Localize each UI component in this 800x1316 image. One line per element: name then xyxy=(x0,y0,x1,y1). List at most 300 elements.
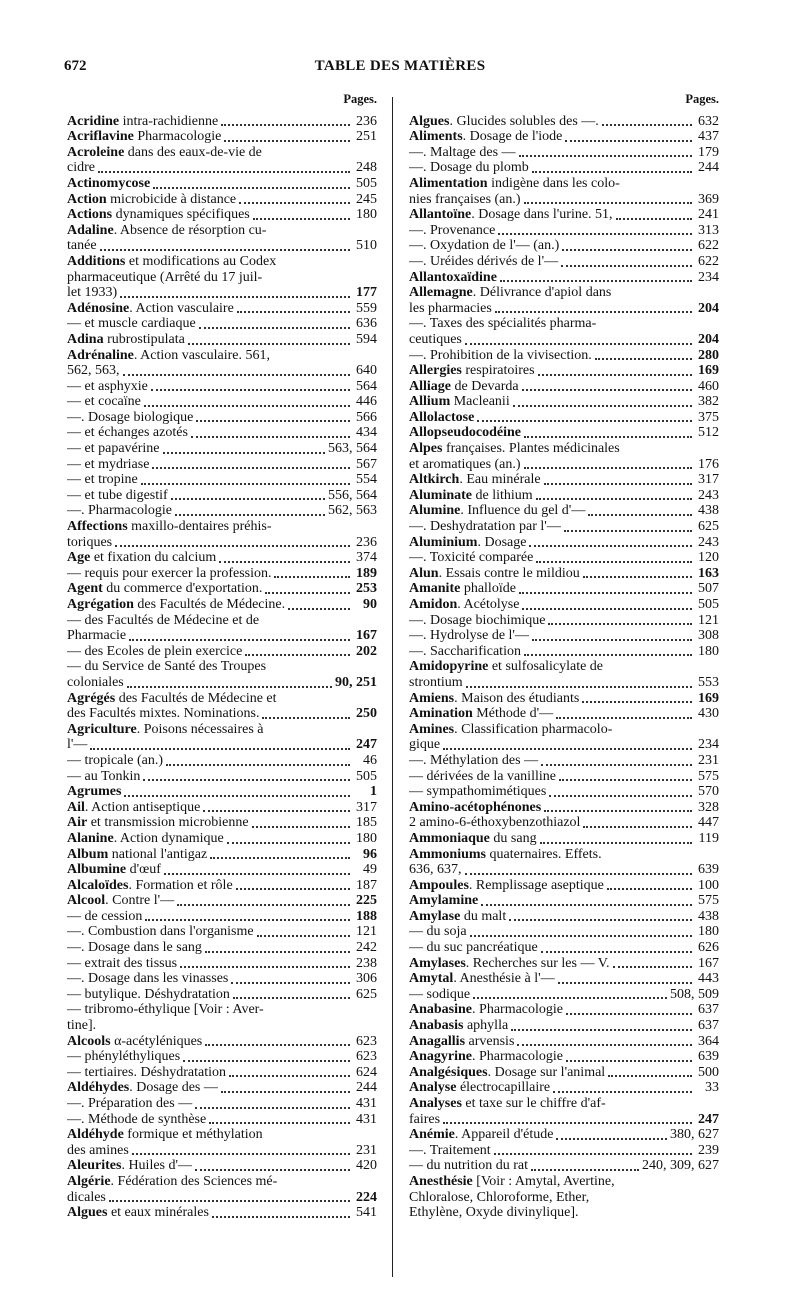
page-ref: 251 xyxy=(356,129,377,145)
page-ref: 176 xyxy=(698,456,719,472)
index-entry xyxy=(409,114,719,130)
entry-text: — de cession xyxy=(67,908,143,924)
index-entry xyxy=(67,472,377,488)
page-ref: 119 xyxy=(698,830,719,846)
dot-leader xyxy=(465,869,693,875)
index-entry xyxy=(409,862,719,878)
entry-text: Alcools α-acétyléniques xyxy=(67,1033,203,1049)
index-entry xyxy=(67,192,377,208)
index-entry xyxy=(409,815,719,831)
dot-leader xyxy=(544,806,692,812)
dot-leader xyxy=(519,151,692,157)
page-ref: 446 xyxy=(356,394,377,410)
index-entry xyxy=(67,1158,377,1174)
page-ref: 250 xyxy=(356,706,377,722)
dot-leader xyxy=(517,1040,692,1046)
dot-leader xyxy=(188,339,350,345)
page-ref: 554 xyxy=(356,472,377,488)
index-entry xyxy=(409,535,719,551)
entry-text: Agent du commerce d'exportation. xyxy=(67,581,263,597)
index-entry xyxy=(67,129,377,145)
dot-leader xyxy=(221,120,350,126)
page-ref: 187 xyxy=(356,877,377,893)
dot-leader xyxy=(466,682,692,688)
dot-leader xyxy=(229,1071,350,1077)
entry-text: Allemagne. Délivrance d'apiol dans xyxy=(409,285,612,301)
entry-text: — requis pour exercer la profession. xyxy=(67,565,272,581)
index-entry xyxy=(67,1018,377,1034)
index-entry xyxy=(67,285,377,301)
index-entry xyxy=(409,394,719,410)
entry-text: —. Provenance xyxy=(409,222,496,238)
entry-text: Amidopyrine et sulfosalicylate de xyxy=(409,659,604,675)
entry-text: 562, 563, xyxy=(67,363,120,379)
index-entry xyxy=(409,472,719,488)
index-entry xyxy=(67,956,377,972)
page-ref: 49 xyxy=(363,862,377,878)
entry-text: 636, 637, xyxy=(409,862,462,878)
entry-text: Ail. Action antiseptique xyxy=(67,799,201,815)
entry-text: Algues. Glucides solubles des —. xyxy=(409,113,599,129)
entry-text: —. Taxes des spécialités pharma- xyxy=(409,316,597,332)
page-ref: 231 xyxy=(356,1142,377,1158)
index-entry xyxy=(409,379,719,395)
dot-leader xyxy=(164,869,350,875)
dot-leader xyxy=(465,339,692,345)
page-ref: 1 xyxy=(370,784,377,800)
entry-text: Aliments. Dosage de l'iode xyxy=(409,129,563,145)
index-entry xyxy=(409,691,719,707)
index-entry xyxy=(409,566,719,582)
entry-text: Anémie. Appareil d'étude xyxy=(409,1127,554,1143)
entry-text: Action microbicide à distance xyxy=(67,191,237,207)
dot-leader xyxy=(274,572,350,578)
dot-leader xyxy=(513,401,692,407)
page-ref: 566 xyxy=(356,409,377,425)
dot-leader xyxy=(245,650,350,656)
entry-text: Additions et modifications au Codex xyxy=(67,253,277,269)
entry-text: Acridine intra-rachidienne xyxy=(67,113,219,129)
entry-text: —. Dosage biologique xyxy=(67,409,194,425)
index-entry xyxy=(67,1049,377,1065)
dot-leader xyxy=(231,978,350,984)
dot-leader xyxy=(541,947,692,953)
entry-text: — sodique xyxy=(409,986,471,1002)
dot-leader xyxy=(556,713,692,719)
index-entry xyxy=(67,815,377,831)
entry-text: Aldéhyde formique et méthylation xyxy=(67,1127,263,1143)
page-ref: 317 xyxy=(356,799,377,815)
index-entry xyxy=(67,1034,377,1050)
entry-text: strontium xyxy=(409,674,463,690)
index-entry xyxy=(409,1018,719,1034)
dot-leader xyxy=(221,1087,350,1093)
page-ref: 236 xyxy=(356,113,377,129)
dot-leader xyxy=(608,1071,692,1077)
index-entry xyxy=(409,784,719,800)
entry-text: Allantoïne. Dosage dans l'urine. 51, xyxy=(409,207,613,223)
index-entry xyxy=(67,114,377,130)
entry-text: Albumine d'œuf xyxy=(67,862,161,878)
page-ref: 240, 309, 627 xyxy=(642,1158,719,1174)
dot-leader xyxy=(143,775,350,781)
index-entry xyxy=(67,207,377,223)
page-ref: 169 xyxy=(698,363,719,379)
entry-text: Alliage de Devarda xyxy=(409,378,519,394)
index-entry xyxy=(409,613,719,629)
entry-text: dicales xyxy=(67,1189,106,1205)
dot-leader xyxy=(252,822,350,828)
index-entry xyxy=(409,737,719,753)
dot-leader xyxy=(511,1025,692,1031)
entry-text: Aluminium. Dosage xyxy=(409,534,527,550)
entry-text: — au Tonkin xyxy=(67,768,141,784)
page-ref: 247 xyxy=(356,737,377,753)
index-entry xyxy=(409,223,719,239)
index-entry xyxy=(67,503,377,519)
entry-text: — et cocaïne xyxy=(67,394,141,410)
index-entry xyxy=(409,644,719,660)
page-ref: 512 xyxy=(698,425,719,441)
index-entry xyxy=(67,1190,377,1206)
page-ref: 121 xyxy=(356,924,377,940)
index-entry xyxy=(409,909,719,925)
entry-text: Alanine. Action dynamique xyxy=(67,830,224,846)
entry-text: Analyses et taxe sur le chiffre d'af- xyxy=(409,1096,606,1111)
index-entry xyxy=(409,1065,719,1081)
index-entry xyxy=(67,878,377,894)
index-entry xyxy=(409,597,719,613)
dot-leader xyxy=(564,526,692,532)
dot-leader xyxy=(195,1165,350,1171)
index-entry xyxy=(409,675,719,691)
entry-text: — du soja xyxy=(409,924,467,940)
index-entry xyxy=(409,129,719,145)
index-entry xyxy=(67,316,377,332)
page-ref: 317 xyxy=(698,472,719,488)
dot-leader xyxy=(531,1165,639,1171)
entry-text: —. Combustion dans l'organisme xyxy=(67,924,254,940)
dot-leader xyxy=(481,900,692,906)
index-entry xyxy=(67,847,377,863)
dot-leader xyxy=(205,947,350,953)
dot-leader xyxy=(209,1118,350,1124)
dot-leader xyxy=(120,292,350,298)
dot-leader xyxy=(559,775,692,781)
page-ref: 120 xyxy=(698,550,719,566)
entry-text: Ampoules. Remplissage aseptique xyxy=(409,877,604,893)
index-entry xyxy=(409,457,719,473)
page-ref: 204 xyxy=(698,300,719,316)
dot-leader xyxy=(495,307,692,313)
dot-leader xyxy=(210,853,350,859)
dot-leader xyxy=(141,479,350,485)
page-ref: 438 xyxy=(698,908,719,924)
dot-leader xyxy=(519,588,692,594)
index-entry xyxy=(67,581,377,597)
page-ref: 239 xyxy=(698,1142,719,1158)
page-ref: 177 xyxy=(356,285,377,301)
dot-leader xyxy=(595,354,692,360)
entry-text: ceutiques xyxy=(409,331,462,347)
entry-text: Actions dynamiques spécifiques xyxy=(67,207,250,223)
entry-text: des amines xyxy=(67,1142,129,1158)
entry-text: — tertiaires. Déshydratation xyxy=(67,1064,227,1080)
entry-text: Agrumes xyxy=(67,784,122,800)
entry-text: — et asphyxie xyxy=(67,378,148,394)
entry-text: —. Préparation des — xyxy=(67,1096,193,1111)
index-entry xyxy=(67,363,377,379)
index-entry xyxy=(67,909,377,925)
entry-text: Aleurites. Huiles d'— xyxy=(67,1158,193,1174)
page-ref: 594 xyxy=(356,331,377,347)
dot-leader xyxy=(602,120,692,126)
entry-text: —. Hydrolyse de l'— xyxy=(409,628,529,644)
dot-leader xyxy=(109,1196,350,1202)
index-entry xyxy=(409,1080,719,1096)
entry-text: Acroleine dans des eaux-de-vie de xyxy=(67,144,262,160)
entry-text: l'— xyxy=(67,737,88,753)
entry-text: —. Traitement xyxy=(409,1142,491,1158)
entry-text: —. Prohibition de la vivisection. xyxy=(409,347,592,363)
dot-leader xyxy=(212,1212,350,1218)
entry-text: — du nutrition du rat xyxy=(409,1158,528,1174)
dot-leader xyxy=(163,448,325,454)
dot-leader xyxy=(524,198,692,204)
index-entry xyxy=(409,425,719,441)
index-entry xyxy=(409,550,719,566)
page-ref: 434 xyxy=(356,425,377,441)
entry-text: toriques xyxy=(67,534,113,550)
left-column xyxy=(67,92,377,1221)
index-entry xyxy=(67,987,377,1003)
page-ref: 375 xyxy=(698,409,719,425)
index-entry xyxy=(67,410,377,426)
entry-text: Agriculture. Poisons nécessaires à xyxy=(67,721,264,737)
page-ref: 90 xyxy=(363,597,377,612)
dot-leader xyxy=(532,635,692,641)
page-ref: 225 xyxy=(356,893,377,909)
dot-leader xyxy=(219,557,350,563)
entry-text: Adrénaline. Action vasculaire. 561, xyxy=(67,347,270,363)
page-ref: 248 xyxy=(356,160,377,176)
dot-leader xyxy=(566,1056,692,1062)
entry-text: — des Facultés de Médecine et de xyxy=(67,612,260,628)
index-entry xyxy=(409,706,719,722)
entry-text: — du suc pancréatique xyxy=(409,940,538,956)
entry-text: —. Méthode de synthèse xyxy=(67,1111,207,1127)
entry-text: Amino-acétophénones xyxy=(409,799,542,815)
index-entry xyxy=(67,924,377,940)
entry-text: les pharmacies xyxy=(409,300,492,316)
entry-text: Age et fixation du calcium xyxy=(67,550,217,566)
index-entry xyxy=(409,893,719,909)
index-entry xyxy=(409,987,719,1003)
entry-text: Anagyrine. Pharmacologie xyxy=(409,1049,563,1065)
entry-text: —. Dosage dans le sang xyxy=(67,940,202,956)
entry-text: Analgésiques. Dosage sur l'animal xyxy=(409,1064,606,1080)
page-ref: 236 xyxy=(356,534,377,550)
dot-leader xyxy=(239,198,350,204)
page-ref: 202 xyxy=(356,643,377,659)
entry-continuation: Chloralose, Chloroforme, Ether, xyxy=(409,1189,590,1205)
entry-text: Alun. Essais contre le mildiou xyxy=(409,565,580,581)
dot-leader xyxy=(132,1149,350,1155)
entry-text: Amylase du malt xyxy=(409,908,507,924)
page-title: TABLE DES MATIÈRES xyxy=(314,58,486,74)
page-ref: 163 xyxy=(698,565,719,581)
entry-text: — dérivées de la vanilline xyxy=(409,768,556,784)
page-ref: 231 xyxy=(698,752,719,768)
dot-leader xyxy=(565,136,692,142)
dot-leader xyxy=(562,245,692,251)
page-ref: 224 xyxy=(356,1189,377,1205)
dot-leader xyxy=(470,931,692,937)
page-ref: 374 xyxy=(356,550,377,566)
entry-text: coloniales xyxy=(67,674,124,690)
page-ref: 636 xyxy=(356,316,377,332)
page-ref: 180 xyxy=(698,643,719,659)
dot-leader xyxy=(195,1103,350,1109)
page-ref: 100 xyxy=(698,877,719,893)
dot-leader xyxy=(494,1149,692,1155)
index-entry xyxy=(409,301,719,317)
page-ref: 243 xyxy=(698,534,719,550)
entry-text: — tropicale (an.) xyxy=(67,752,164,768)
entry-text: Alcool. Contre l'— xyxy=(67,893,175,909)
page-ref: 575 xyxy=(698,893,719,909)
page-ref: 313 xyxy=(698,222,719,238)
index-entry xyxy=(409,1002,719,1018)
dot-leader xyxy=(443,1118,692,1124)
dot-leader xyxy=(498,229,692,235)
page-ref: 179 xyxy=(698,144,719,160)
dot-leader xyxy=(524,650,692,656)
entry-text: Amiens. Maison des étudiants xyxy=(409,690,580,706)
index-entry xyxy=(409,581,719,597)
entry-text: Acriflavine Pharmacologie xyxy=(67,129,222,145)
page-ref: 167 xyxy=(356,628,377,644)
page-ref: 244 xyxy=(356,1080,377,1096)
page-ref: 625 xyxy=(698,519,719,535)
entry-text: Allopseudocodéine xyxy=(409,425,522,441)
dot-leader xyxy=(144,401,350,407)
index-entry xyxy=(67,628,377,644)
index-entry xyxy=(409,363,719,379)
dot-leader xyxy=(616,214,692,220)
entry-text: faires xyxy=(409,1111,441,1127)
dot-leader xyxy=(553,1087,692,1093)
index-entry xyxy=(409,831,719,847)
index-entry xyxy=(67,940,377,956)
entry-text: — du Service de Santé des Troupes xyxy=(67,659,267,675)
dot-leader xyxy=(257,931,350,937)
page-ref: 242 xyxy=(356,940,377,956)
index-entry xyxy=(409,1049,719,1065)
page-ref: 253 xyxy=(356,581,377,597)
page-ref: 380, 627 xyxy=(670,1127,719,1143)
dot-leader xyxy=(588,510,692,516)
dot-leader xyxy=(540,838,692,844)
dot-leader xyxy=(98,167,350,173)
page-ref: 447 xyxy=(698,815,719,831)
dot-leader xyxy=(262,713,350,719)
entry-text: Aluminate de lithium xyxy=(409,487,533,503)
page-ref: 505 xyxy=(356,768,377,784)
entry-text: — des Ecoles de plein exercice xyxy=(67,643,243,659)
column-divider xyxy=(392,97,393,1277)
page-ref: 247 xyxy=(698,1111,719,1127)
index-entry xyxy=(409,971,719,987)
page-ref: 622 xyxy=(698,253,719,269)
page-ref: 556, 564 xyxy=(328,487,377,503)
index-entry xyxy=(409,940,719,956)
page-ref: 637 xyxy=(698,1018,719,1034)
page-ref: 639 xyxy=(698,862,719,878)
page-ref: 180 xyxy=(698,924,719,940)
page-ref: 570 xyxy=(698,784,719,800)
entry-text: Analyse électrocapillaire xyxy=(409,1080,551,1096)
page-ref: 46 xyxy=(363,752,377,768)
entry-text: — tribromo-éthylique [Voir : Aver- xyxy=(67,1002,264,1018)
entry-text: Amination Méthode d'— xyxy=(409,706,554,722)
index-entry xyxy=(409,254,719,270)
index-entry xyxy=(409,160,719,176)
index-entry xyxy=(67,425,377,441)
entry-text: Amines. Classification pharmacolo- xyxy=(409,721,613,737)
entry-text: Allergies respiratoires xyxy=(409,363,535,379)
dot-leader xyxy=(90,744,350,750)
index-entry xyxy=(67,971,377,987)
index-entry xyxy=(67,1080,377,1096)
page-ref: 90, 251 xyxy=(335,674,377,690)
dot-leader xyxy=(536,557,692,563)
page-ref: 204 xyxy=(698,331,719,347)
page-ref: 180 xyxy=(356,207,377,223)
entry-text: Anagallis arvensis xyxy=(409,1033,515,1049)
page-ref: 637 xyxy=(698,1002,719,1018)
index-entry xyxy=(409,270,719,286)
entry-text: Adénosine. Action vasculaire xyxy=(67,300,234,316)
page-ref: 185 xyxy=(356,815,377,831)
index-entry xyxy=(67,176,377,192)
index-entry xyxy=(67,238,377,254)
page-ref: 188 xyxy=(356,908,377,924)
page-ref: 553 xyxy=(698,674,719,690)
page-ref: 443 xyxy=(698,971,719,987)
entry-text: — et mydriase xyxy=(67,456,150,472)
dot-leader xyxy=(544,479,692,485)
dot-leader xyxy=(607,884,692,890)
dot-leader xyxy=(522,604,692,610)
entry-text: —. Dosage biochimique xyxy=(409,612,546,628)
entry-text: —. Deshydratation par l'— xyxy=(409,519,561,535)
entry-text: —. Maltage des — xyxy=(409,144,516,160)
entry-text: Actinomycose xyxy=(67,175,151,191)
entry-text: Affections maxillo-dentaires préhis- xyxy=(67,519,272,535)
dot-leader xyxy=(582,697,692,703)
entry-text: —. Toxicité comparée xyxy=(409,550,534,566)
entry-text: nies françaises (an.) xyxy=(409,191,521,207)
dot-leader xyxy=(549,791,692,797)
entry-text: Allantoxaïdine xyxy=(409,269,497,285)
page-ref: 507 xyxy=(698,581,719,597)
page-ref: 308 xyxy=(698,628,719,644)
entry-text: Amytal. Anesthésie à l'— xyxy=(409,971,555,987)
index-entry xyxy=(409,628,719,644)
dot-leader xyxy=(583,822,692,828)
entry-text: Air et transmission microbienne xyxy=(67,815,249,831)
